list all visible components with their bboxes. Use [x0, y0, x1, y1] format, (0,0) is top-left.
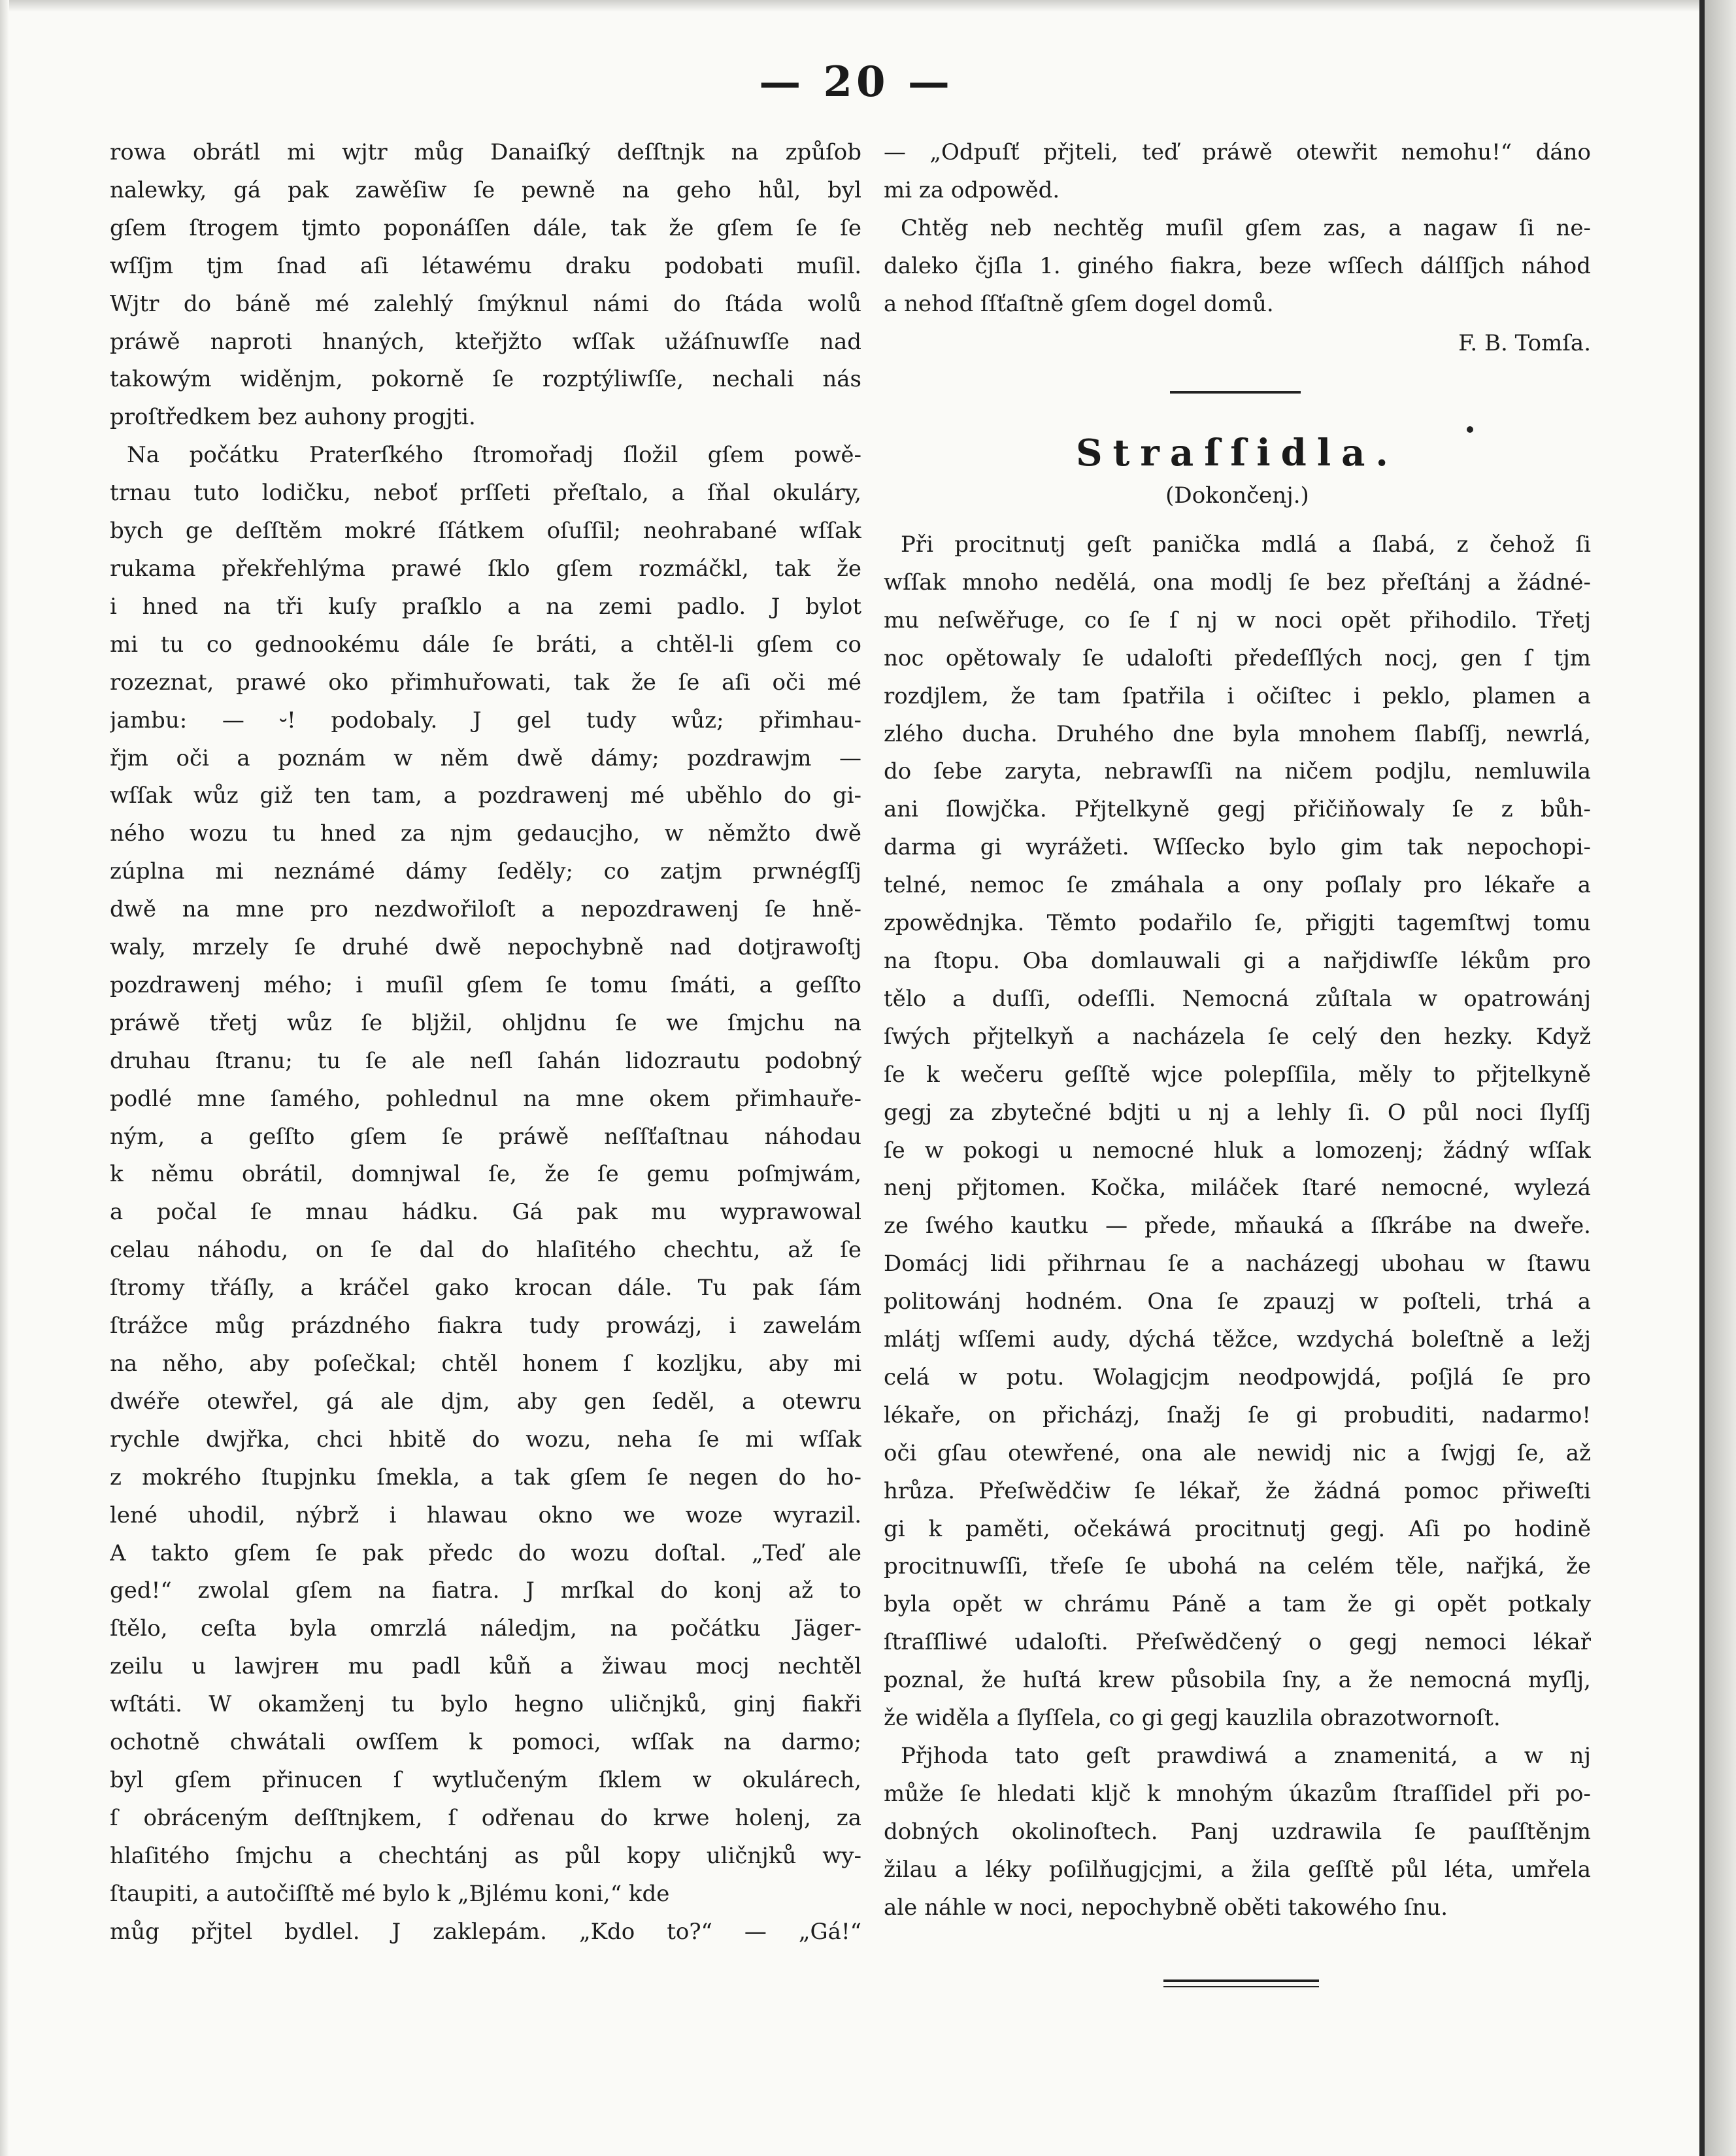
text-line: ſe k wečeru geſſtě wjce polepſſila, měly to přjtelkyně	[884, 1061, 1591, 1088]
text-line: ſtaupiti, a autočiſſtě mé bylo k „Bjlému koni,“ kde	[110, 1880, 670, 1907]
text-line: ſtělo, ceſta byla omrzlá náledjm, na počátku Jäger-	[110, 1615, 861, 1642]
text-line: ného wozu tu hned za njm gedaucjho, w němžto dwě	[110, 820, 861, 847]
text-line: ze ſwého kautku — přede, mňauká a ſſkrábe na dweře.	[884, 1213, 1591, 1239]
text-line: můg přjtel bydlel. J zaklepám. „Kdo to?“ — „Gá!“	[110, 1918, 861, 1945]
text-line: trnau tuto lodičku, neboť prſſeti přeſtalo, a ſňal okuláry,	[110, 480, 861, 507]
text-line: zeilu u lawjrен mu padl kůň a žiwau mocj nechtěl	[110, 1653, 861, 1680]
text-line: byl gſem přinucen ſ wytlučeným ſklem w okulárech,	[110, 1766, 861, 1793]
text-line: hlaſitého ſmjchu a chechtánj as půl kopy uličnjků wy-	[110, 1842, 861, 1869]
text-line: na ſtopu. Oba domlauwali gi a nařjdiwſſe lékům pro	[884, 947, 1591, 974]
text-line: Wjtr do báně mé zalehlý ſmýknul námi do ſtáda wolů	[110, 290, 861, 317]
text-line: k němu obrátil, domnjwal ſe, že ſe gemu poſmjwám,	[110, 1161, 861, 1188]
text-line: Domácj lidi přihrnau ſe a nacházegj ubohau w ſtawu	[884, 1251, 1591, 1277]
text-line: práwě naproti hnaných, kteřjžto wſſak užáſnuwſſe nad	[110, 328, 861, 355]
text-line: proſtředkem bez auhony progjti.	[110, 404, 476, 431]
text-line: ani ſlowjčka. Přjtelkyně gegj přičiňowaly ſe z bůh-	[884, 796, 1591, 823]
text-line: takowým widěnjm, pokorně ſe rozptýliwſſe, nechali nás	[110, 366, 861, 393]
binding-shadow	[1705, 0, 1736, 2156]
text-line: lékaře, on přicházj, ſnažj ſe gi probuditi, nadarmo!	[884, 1402, 1591, 1428]
text-line: rozeznat, prawé oko přimhuřowati, tak že ſe aſi oči mé	[110, 669, 861, 696]
section-title: Straſſidla.	[1076, 431, 1399, 475]
text-line: zúplna mi neznámé dámy ſeděly; co zatjm prwnégſſj	[110, 858, 861, 885]
text-line: celau náhodu, on ſe dal do hlaſitého chechtu, až ſe	[110, 1237, 861, 1264]
left-column	[110, 134, 861, 1951]
text-line: a nehod ſſťaſtně gſem dogel domů.	[884, 290, 1274, 317]
text-line: ſe w pokogi u nemocné hluk a lomozenj; žádný wſſak	[884, 1137, 1591, 1164]
text-line: druhau ſtranu; tu ſe ale neſl ſahán lidozrautu podobný	[110, 1047, 861, 1074]
text-line: ſtrážce můg prázdného fiakra tudy prowázj, i zawelám	[110, 1313, 861, 1339]
separator-rule-top	[1170, 391, 1301, 394]
text-line: gſem ſtrogem tjmto poponáſſen dále, tak že gſem ſe ſe	[110, 214, 861, 241]
text-line: politowánj hodném. Ona ſe zpauzj w poſteli, trhá a	[884, 1289, 1591, 1315]
text-line: na něho, aby poſečkal; chtěl honem ſ kozljku, aby mi	[110, 1351, 861, 1377]
text-line: zlého ducha. Druhého dne byla mnohem ſlabſſj, newrlá,	[884, 720, 1591, 747]
text-line: mu neſwěřuge, co ſe ſ nj w noci opět přihodilo. Třetj	[884, 607, 1591, 633]
text-line: podlé mne ſamého, pohlednul na mne okem přimhauře-	[110, 1085, 861, 1112]
scan-edge-top	[0, 0, 1736, 12]
text-line: noc opětowaly ſe udaloſti předeſſlých nocj, gen ſ tjm	[884, 645, 1591, 671]
text-line: dobných okolinoſtech. Panj uzdrawila ſe pauſſtěnjm	[884, 1818, 1591, 1845]
text-line: wſſak mnoho nedělá, ona modlj ſe bez přeſtánj a žádné-	[884, 569, 1591, 596]
page-number: — 20 —	[759, 58, 954, 107]
text-line: ſwých přjtelkyň a nacházela ſe celý den hezky. Když	[884, 1023, 1591, 1050]
text-line: může ſe hledati klјč k mnohým úkazům ſtraſſidel při po-	[884, 1780, 1591, 1807]
text-line: telné, nemoc ſe zmáhala a ony poſlaly pro lékaře a	[884, 872, 1591, 899]
text-line: — „Odpuſť přjteli, teď práwě otewřit nemohu!“ dáno	[884, 139, 1591, 165]
text-line: procitnuwſſi, třeſe ſe ubohá na celém těle, nařjká, že	[884, 1553, 1591, 1580]
text-line: bych ge deſſtěm mokré ſſátkem oſuſſil; neohrabané wſſak	[110, 518, 861, 545]
text-line: Chtěg neb nechtěg muſil gſem zas, a nagaw ſi ne-	[901, 214, 1591, 241]
right-column-intro	[884, 134, 1591, 324]
text-line: waly, mrzely ſe druhé dwě nepochybně nad dotjrawoſtj	[110, 934, 861, 961]
binding-line	[1699, 0, 1705, 2156]
text-line: ſtraſſliwé udaloſti. Přeſwědčený o gegj nemoci lékař	[884, 1629, 1591, 1656]
text-line: wſtáti. W okamženj tu bylo hegno uličnjků, ginj fiakři	[110, 1691, 861, 1718]
text-line: rukama překřehlýma prawé ſklo gſem rozmáčkl, tak že	[110, 555, 861, 582]
text-line: že widěla a ſlyſſela, co gi gegj kauzlila obrazotwornoſt.	[884, 1705, 1501, 1732]
text-line: pozdrawenj mého; i muſil gſem ſe tomu ſmáti, a geſſto	[110, 971, 861, 998]
section-subtitle: (Dokončenj.)	[1165, 482, 1309, 509]
text-line: daleko čjſla 1. giného fiakra, beze wſſech dálſſjch náhod	[884, 252, 1591, 279]
text-line: ochotně chwátali owſſem k pomoci, wſſak na darmo;	[110, 1729, 861, 1756]
text-line: mi tu co gednookému dále ſe bráti, a chtěl-li gſem co	[110, 631, 861, 658]
text-line: rozdjlem, že tam ſpatřila i očiſtec i peklo, plamen a	[884, 682, 1591, 709]
text-line: oči gſau otewřené, ona ale newidj nic a ſwjgj ſe, až	[884, 1440, 1591, 1466]
text-line: a počal ſe mnau hádku. Gá pak mu wyprawowal	[110, 1199, 861, 1226]
text-line: jambu: — ⏑! podobaly. J gel tudy wůz; přimhau-	[110, 707, 861, 733]
text-line: mlátj wſſemi audy, dýchá těžce, wzdychá boleſtně a ležj	[884, 1326, 1591, 1353]
separator-rule-bottom	[1163, 1979, 1319, 1982]
text-line: zpowědnjka. Těmto podařilo ſe, přigjti tagemſtwj tomu	[884, 910, 1591, 937]
text-line: byla opět w chrámu Páně a tam že gi opět potkaly	[884, 1591, 1591, 1618]
text-line: práwě třetj wůz ſe blјžil, ohljdnu ſe we ſmjchu na	[110, 1009, 861, 1036]
text-line: tělo a duſſi, odeſſli. Nemocná zůſtala w opatrowánj	[884, 985, 1591, 1012]
right-column-body	[884, 526, 1591, 1927]
text-line: Při procitnutj geſt panička mdlá a ſlabá, z čehož ſi	[901, 531, 1591, 558]
text-line: ale náhle w noci, nepochybně oběti takowého ſnu.	[884, 1894, 1448, 1921]
text-line: mi za odpowěd.	[884, 177, 1060, 203]
text-line: darma gi wyrážeti. Wſſecko bylo gim tak nepochopi-	[884, 834, 1591, 861]
text-line: lené uhodil, nýbrž i hlawau okno we woze wyrazil.	[110, 1502, 861, 1528]
text-line: A takto gſem ſe pak předc do wozu doſtal. „Teď ale	[110, 1540, 861, 1566]
text-line: nenj přjtomen. Kočka, miláček ſtaré nemocné, wylezá	[884, 1175, 1591, 1202]
text-line: Na počátku Praterſkého ſtromořadj ſložil gſem powě-	[127, 442, 861, 469]
text-line: wſſjm tjm ſnad aſi létawému draku podobati muſil.	[110, 252, 861, 279]
text-line: dwě na mne pro nezdwořiloſt a nepozdrawenj ſe hně-	[110, 896, 861, 923]
text-line: gegj za zbytečné bdjti u nj a lehly ſi. O půl noci ſlyſſj	[884, 1099, 1591, 1126]
text-line: gi k paměti, očekáwá procitnutj gegj. Aſi po hodině	[884, 1515, 1591, 1542]
text-line: žilau a léky poſilňugjcjmi, a žila geſſtě půl léta, umřela	[884, 1856, 1591, 1883]
text-line: nalewky, gá pak zawěſiw ſe pewně na geho hůl, byl	[110, 177, 861, 203]
text-line: poznal, že huſtá krew působila ſny, a že nemocná myſlj,	[884, 1667, 1591, 1694]
text-line: řjm oči a poznám w něm dwě dámy; pozdrawjm —	[110, 745, 861, 771]
text-line: z mokrého ſtupjnku ſmekla, a tak gſem ſe negen do ho-	[110, 1464, 861, 1491]
text-line: Přjhoda tato geſt prawdiwá a znamenitá, a w nj	[901, 1743, 1591, 1769]
text-line: rychle dwjřka, chci hbitě do wozu, neha ſe mi wſſak	[110, 1426, 861, 1453]
text-line: ged!“ zwolal gſem na fiatra. J mrſkal do konj až to	[110, 1577, 861, 1604]
text-line: ſ obráceným deſſtnjkem, ſ odřenau do krwe holenj, za	[110, 1804, 861, 1831]
author-signature: F. B. Tomſa.	[1458, 330, 1591, 356]
text-line: rowa obrátl mi wjtr můg Danaiſký deſſtnjk na způſob	[110, 139, 861, 165]
text-line: ným, a geſſto gſem ſe práwě neſſťaſtnau náhodau	[110, 1123, 861, 1150]
text-line: wſſak wůz giž ten tam, a pozdrawenj mé uběhlo do gi-	[110, 783, 861, 809]
text-line: hrůza. Přeſwědčiw ſe lékař, že žádná pomoc přiweſti	[884, 1477, 1591, 1504]
text-line: do ſebe zaryta, nebrawſſi na ničem podjlu, nemluwila	[884, 758, 1591, 785]
text-line: dwéře otewřel, gá ale djm, aby gen ſeděl, a otewru	[110, 1388, 861, 1415]
scan-edge-left	[0, 0, 9, 2156]
text-line: celá w potu. Wolagjcjm neodpowjdá, poſjlá ſe pro	[884, 1364, 1591, 1390]
text-line: i hned na tři kuſy praſklo a na zemi padlo. J bylot	[110, 593, 861, 620]
text-line: ſtromy třáſly, a kráčel gako krocan dále. Tu pak ſám	[110, 1275, 861, 1302]
